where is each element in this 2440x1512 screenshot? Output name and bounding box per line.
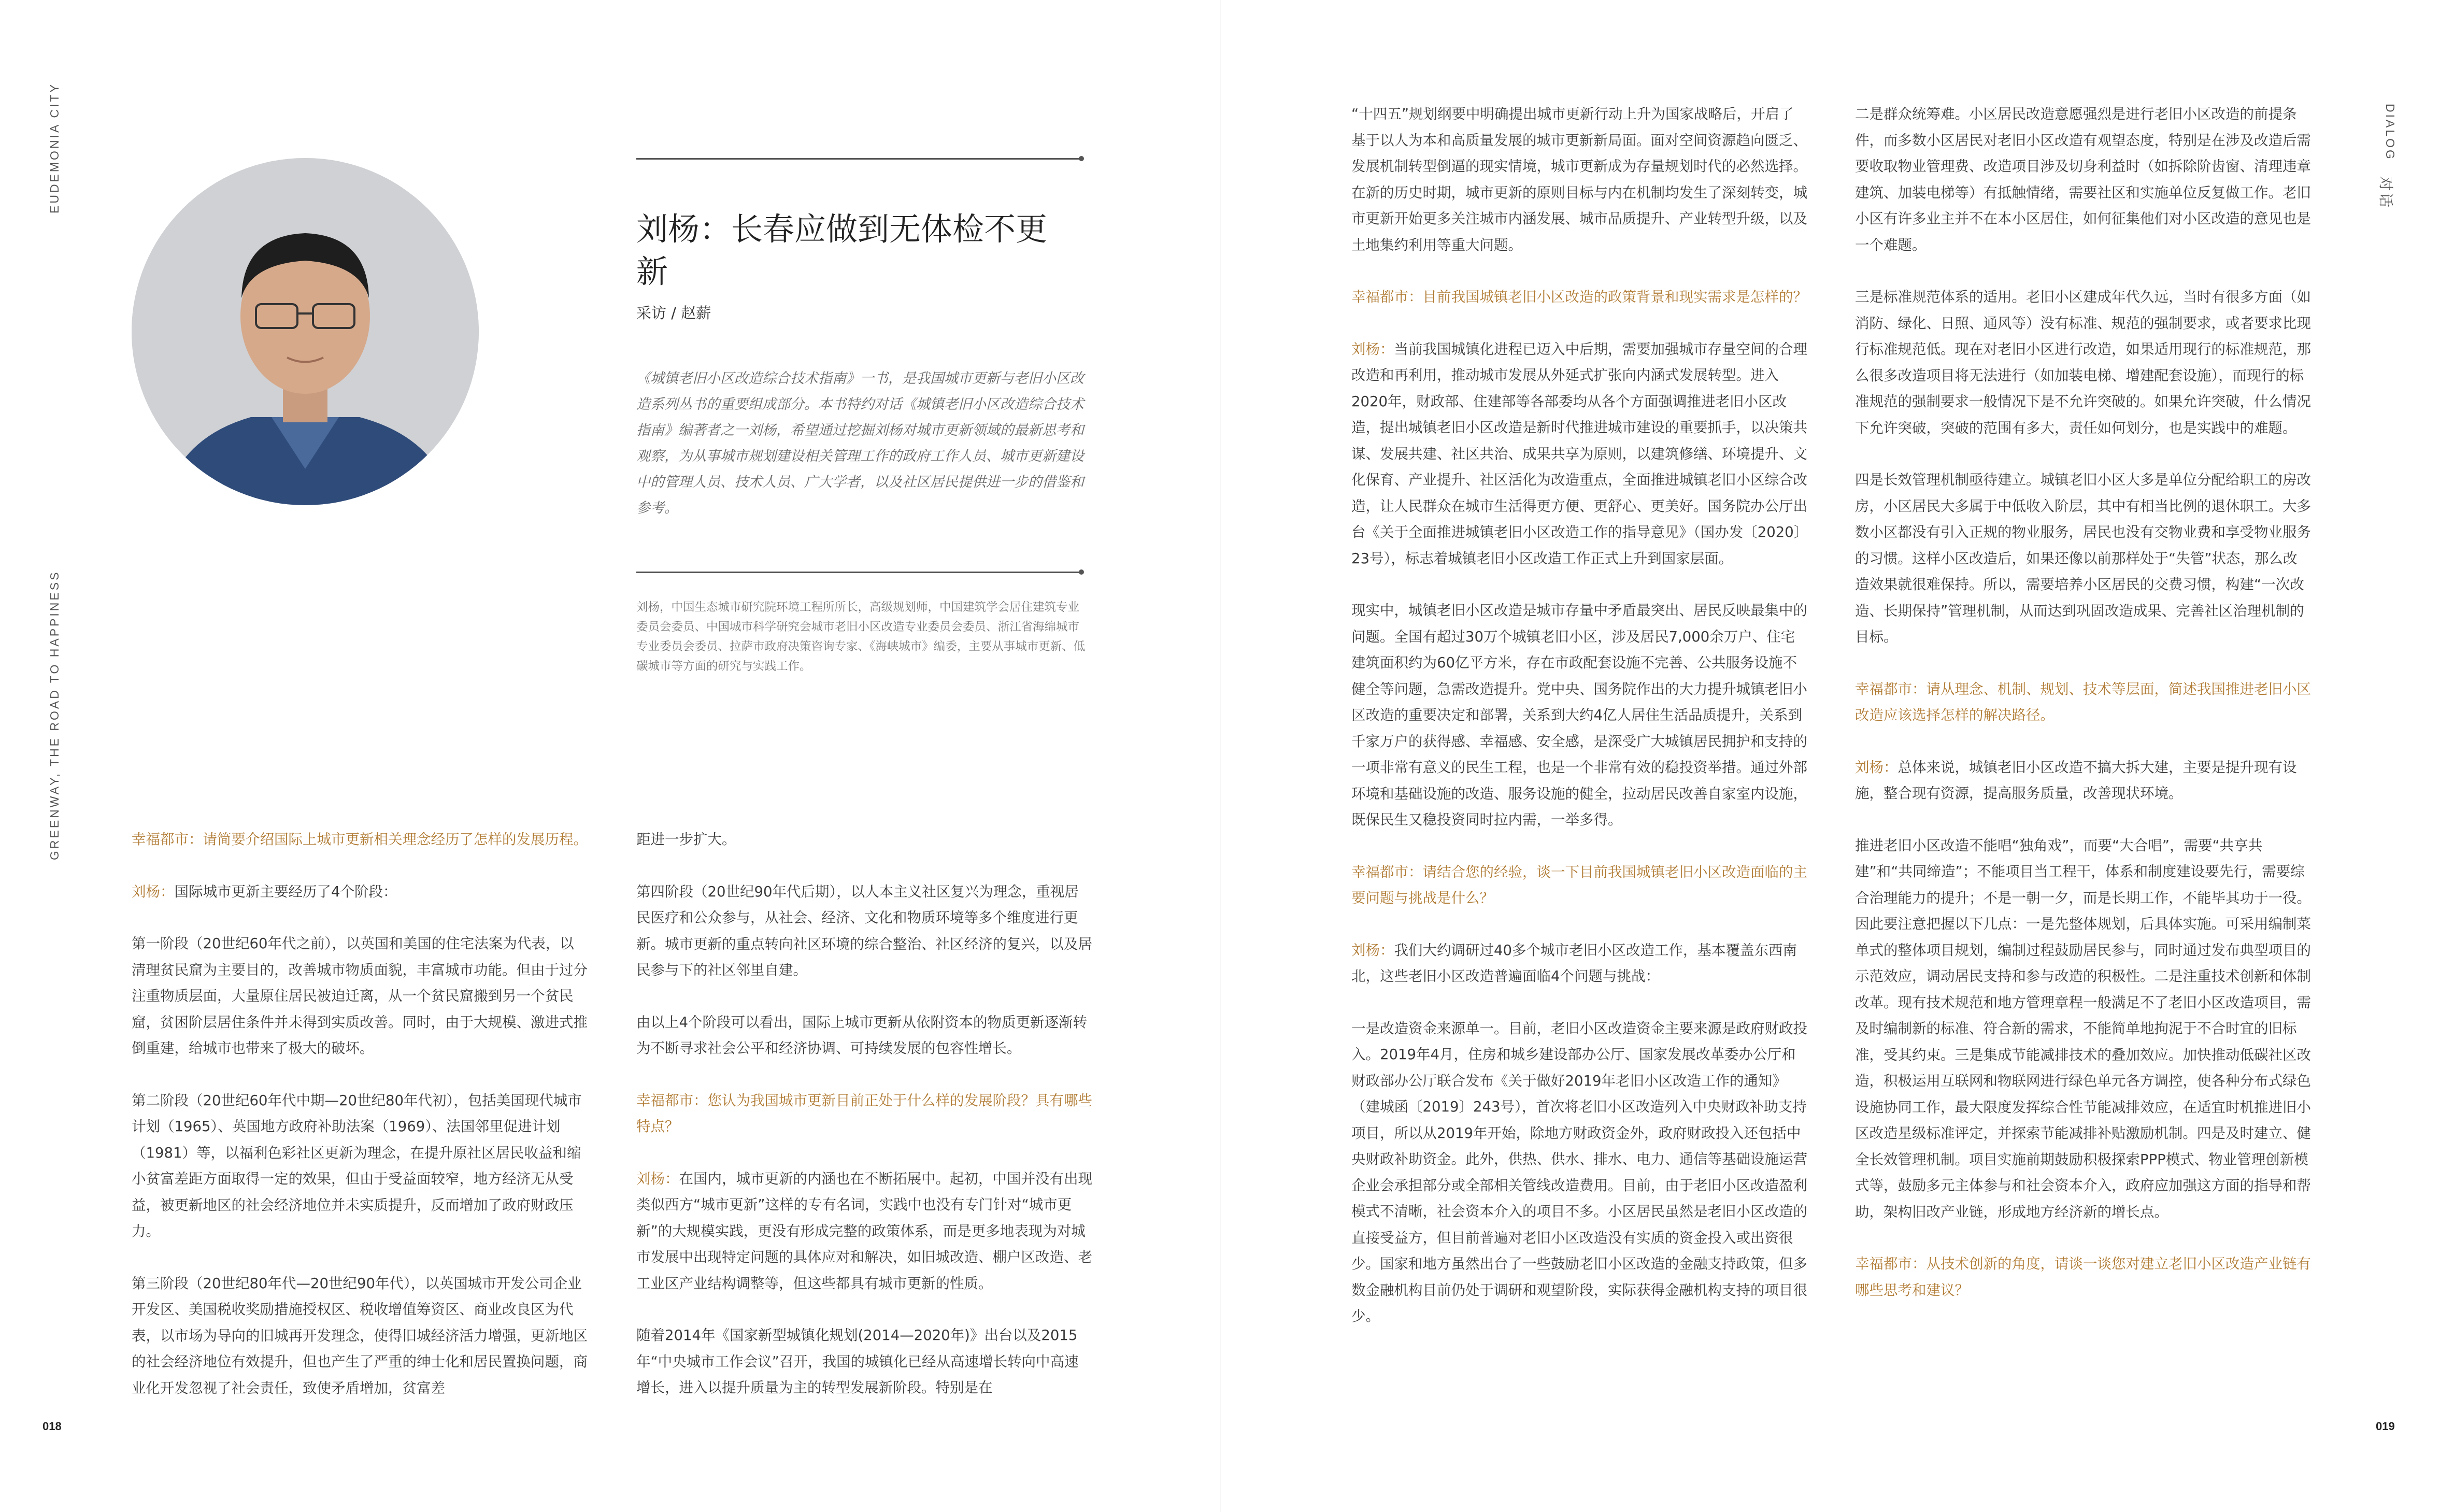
body-paragraph: 由以上4个阶段可以看出，国际上城市更新从依附资本的物质更新逐渐转为不断寻求社会公平和经济协调、可持续发展的包容性增长。 [636, 1014, 1087, 1057]
body-paragraph: 三是标准规范体系的适用。老旧小区建成年代久远，当时有很多方面（如消防、绿化、日照、通风等）没有标准、规范的强制要求，或者要求比现行标准规范低。现在对老旧小区进行改造，如果适用现行的标准规范，那么很多改造项目将无法进行（如加装电梯、增建配套设施），而现行的标准规范的强制要求一般情况下是不允许突破的。如果允许突破，什么情况下允许突破，突破的范围有多大，责任如何划分，也是实践中的难题。 [1855, 289, 2311, 436]
body-column-4 [1855, 101, 2311, 1329]
page-number-left: 018 [42, 1420, 62, 1433]
body-paragraph: 四是长效管理机制亟待建立。城镇老旧小区大多是单位分配给职工的房改房，小区居民大多属于中低收入阶层，其中有相当比例的退休职工。大多数小区都没有引入正规的物业服务，居民也没有交物业费和享受物业服务的习惯。这样小区改造后，如果还像以前那样处于“失管”状态，那么改造效果就很难保持。所以，需要培养小区居民的交费习惯，构建“一次改造、长期保持”管理机制，从而达到巩固改造成果、完善社区治理机制的目标。 [1855, 472, 2311, 645]
body-paragraph: 现实中，城镇老旧小区改造是城市存量中矛盾最突出、居民反映最集中的问题。全国有超过30万个城镇老旧小区，涉及居民7,000余万户、住宅建筑面积约为60亿平方米，存在市政配套设施不完善、公共服务设施不健全等问题，急需改造提升。党中央、国务院作出的大力提升城镇老旧小区改造的重要决定和部署，关系到大约4亿人居住生活品质提升，关系到千家万户的获得感、幸福感、安全感，是深受广大城镇居民拥护和支持的一项非常有意义的民生工程，也是一个非常有效的稳投资举措。通过外部环境和基础设施的改造、服务设施的健全，拉动居民改善自家室内设施，既保民生又稳投资同时拉内需，一举多得。 [1351, 602, 1807, 828]
speaker-label: 刘杨： [1855, 759, 1898, 776]
body-paragraph: “十四五”规划纲要中明确提出城市更新行动上升为国家战略后，开启了基于以人为本和高质量发展的城市更新新局面。面对空间资源趋向匮乏、发展机制转型倒逼的现实情境，城市更新成为存量规划时代的必然选择。在新的历史时期，城市更新的原则目标与内在机制均发生了深刻转变，城市更新开始更多关注城市内涵发展、城市品质提升、产业转型升级，以及土地集约利用等重大问题。 [1351, 106, 1807, 253]
answer-text: 国际城市更新主要经历了4个阶段： [174, 883, 397, 900]
answer-text: 在国内，城市更新的内涵也在不断拓展中。起初，中国并没有出现类似西方“城市更新”这样的专有名词，实践中也没有专门针对“城市更新”的大规模实践，更没有形成完整的政策体系，而是更多地表现为对城市发展中出现特定问题的具体应对和解决，如旧城改造、棚户区改造、老工业区产业结构调整等，但这些都具有城市更新的性质。 [636, 1170, 1092, 1292]
body-column-3 [1351, 101, 1807, 1356]
page-number-right: 019 [2376, 1420, 2395, 1433]
byline: 采访 / 赵薪 [636, 304, 711, 322]
magazine-name: EUDEMONIA CITY [48, 82, 61, 213]
interview-question: 幸福都市：从技术创新的角度，请谈一谈您对建立老旧小区改造产业链有哪些思考和建议？ [1855, 1256, 2311, 1299]
answer-text: 我们大约调研过40多个城市老旧小区改造工作，基本覆盖东西南北，这些老旧小区改造普遍面临4个问题与挑战： [1351, 942, 1797, 985]
body-paragraph: 随着2014年《国家新型城镇化规划(2014—2020年)》出台以及2015年“中央城市工作会议”召开，我国的城镇化已经从高速增长转向中高速增长，进入以提升质量为主的转型发展新阶段。特别是在 [636, 1327, 1079, 1396]
body-paragraph: 第四阶段（20世纪90年代后期），以人本主义社区复兴为理念，重视居民医疗和公众参与，从社会、经济、文化和物质环境等多个维度进行更新。城市更新的重点转向社区环境的综合整治、社区经济的复兴，以及居民参与下的社区邻里自建。 [636, 883, 1092, 978]
article-intro: 《城镇老旧小区改造综合技术指南》一书，是我国城市更新与老旧小区改造系列丛书的重要组成部分。本书特约对话《城镇老旧小区改造综合技术指南》编著者之一刘杨，希望通过挖掘刘杨对城市更新领域的最新思考和观察，为从事城市规划建设相关管理工作的政府工作人员、城市更新建设中的管理人员、技术人员、广大学者，以及社区居民提供进一步的借鉴和参考。 [636, 370, 1084, 516]
interview-answer [1855, 754, 2311, 807]
interview-answer [132, 879, 588, 905]
answer-text: 当前我国城镇化进程已迈入中后期，需要加强城市存量空间的合理改造和再利用，推动城市发展从外延式扩张向内涵式发展转型。进入2020年，财政部、住建部等各部委均从各个方面强调推进老旧小区改造，提出城镇老旧小区改造是新时代推进城市建设的重要抓手，以决策共谋、发展共建、社区共治、成果共享为原则，以建筑修缮、环境提升、文化保育、产业提升、社区活化为改造重点，全面推进城镇老旧小区综合改造，让人民群众在城市生活得更方便、更舒心、更美好。国务院办公厅出台《关于全面推进城镇老旧小区改造工作的指导意见》（国办发〔2020〕23号），标志着城镇老旧小区改造工作正式上升到国家层面。 [1351, 340, 1807, 567]
portrait-photo [132, 158, 479, 505]
spread-gutter [1220, 0, 1221, 1512]
interview-question: 幸福都市：请从理念、机制、规划、技术等层面，简述我国推进老旧小区改造应该选择怎样的解决路径。 [1855, 680, 2311, 723]
article-title: 刘杨：长春应做到无体检不更新 [636, 211, 1048, 290]
author-bio: 刘杨，中国生态城市研究院环境工程所所长，高级规划师，中国建筑学会居住建筑专业委员会委员、中国城市科学研究会城市老旧小区改造专业委员会委员、浙江省海绵城市专业委员会委员、拉萨市政府决策咨询专家、《海峡城市》编委，主要从事城市更新、低碳城市等方面的研究与实践工作。 [636, 601, 1086, 673]
body-paragraph: 第三阶段（20世纪80年代—20世纪90年代），以英国城市开发公司企业开发区、美国税收奖励措施授权区、税收增值筹资区、商业改良区为代表，以市场为导向的旧城再开发理念，使得旧城经济活力增强，更新地区的社会经济地位有效提升，但也产生了严重的绅士化和居民置换问题，商业化开发忽视了社会责任，致使矛盾增加，贫富差 [132, 1275, 588, 1396]
speaker-label: 刘杨： [636, 1170, 679, 1187]
speaker-label: 刘杨： [1351, 340, 1394, 358]
interview-answer [1351, 336, 1807, 572]
speaker-label: 刘杨： [132, 883, 175, 900]
body-paragraph: 一是改造资金来源单一。目前，老旧小区改造资金主要来源是政府财政投入。2019年4月，住房和城乡建设部办公厅、国家发展改革委办公厅和财政部办公厅联合发布《关于做好2019年老旧小区改造工作的通知》（建城函〔2019〕243号），首次将老旧小区改造列入中央财政补助支持项目，所以从2019年开始，除地方财政资金外，政府财政投入还包括中央财政补助资金。此外，供热、供水、排水、电力、通信等基础设施运营企业会承担部分或全部相关管线改造费用。目前，由于老旧小区改造盈利模式不清晰，社会资本介入的项目不多。小区居民虽然是老旧小区改造的直接受益方，但目前普遍对老旧小区改造没有实质的资金投入或出资很少。国家和地方虽然出台了一些鼓励老旧小区改造的金融支持政策，但多数金融机构目前仍处于调研和观望阶段，实际获得金融机构支持的项目很少。 [1351, 1020, 1807, 1324]
body-paragraph: 距进一步扩大。 [636, 831, 736, 848]
interview-question: 幸福都市：目前我国城镇老旧小区改造的政策背景和现实需求是怎样的？ [1351, 289, 1807, 305]
interview-question: 幸福都市：您认为我国城市更新目前正处于什么样的发展阶段？具有哪些特点？ [636, 1092, 1092, 1135]
title-rule-top [636, 158, 1083, 160]
section-label-en: DIALOG [2384, 104, 2397, 161]
speaker-label: 刘杨： [1351, 942, 1394, 959]
body-column-1 [132, 826, 588, 1427]
interview-question: 幸福都市：请结合您的经验，谈一下目前我国城镇老旧小区改造面临的主要问题与挑战是什么？ [1351, 863, 1807, 906]
body-paragraph: 第一阶段（20世纪60年代之前），以英国和美国的住宅法案为代表，以清理贫民窟为主要目的，改善城市物质面貌，丰富城市功能。但由于过分注重物质层面，大量原住居民被迫迁离，从一个贫民窟搬到另一个贫民窟，贫困阶层居住条件并未得到实质改善。同时，由于大规模、激进式推倒重建，给城市也带来了极大的破坏。 [132, 935, 588, 1057]
person-portrait-image [132, 158, 479, 505]
body-paragraph: 推进老旧小区改造不能唱“独角戏”，而要“大合唱”，需要“共享共建”和“共同缔造”；不能项目当工程干，体系和制度建设要先行，需要综合治理能力的提升；不是一朝一夕，而是长期工作，不能毕其功于一役。因此要注意把握以下几点：一是先整体规划，后具体实施。可采用编制菜单式的整体项目规划，编制过程鼓励居民参与，同时通过发布典型项目的示范效应，调动居民支持和参与改造的积极性。二是注重技术创新和体制改革。现有技术规范和地方管理章程一般满足不了老旧小区改造项目，需及时编制新的标准、符合新的需求，不能简单地拘泥于不合时宜的旧标准，受其约束。三是集成节能减排技术的叠加效应。加快推动低碳社区改造，积极运用互联网和物联网进行绿色单元各方调控，使各种分布式绿色设施协同工作，最大限度发挥综合性节能减排效应，在适宜时机推进旧小区改造星级标准评定，并探索节能减排补贴激励机制。四是及时建立、健全长效管理机制。项目实施前期鼓励积极探索PPP模式、物业管理创新模式等，鼓励多元主体参与和社会资本介入，政府应加强这方面的指导和帮助，架构旧改产业链，形成地方经济新的增长点。 [1855, 837, 2311, 1220]
title-rule-bottom [636, 572, 1083, 573]
magazine-slogan: GREENWAY, THE ROAD TO HAPPINESS [48, 570, 61, 860]
body-paragraph: 二是群众统筹难。小区居民改造意愿强烈是进行老旧小区改造的前提条件，而多数小区居民对老旧小区改造有观望态度，特别是在涉及改造后需要收取物业管理费、改造项目涉及切身利益时（如拆除阶齿窗、清理违章建筑、加装电梯等）有抵触情绪，需要社区和实施单位反复做工作。老旧小区有许多业主并不在本小区居住，如何征集他们对小区改造的意见也是一个难题。 [1855, 106, 2311, 253]
answer-text: 总体来说，城镇老旧小区改造不搞大拆大建，主要是提升现有设施，整合现有资源，提高服务质量，改善现状环境。 [1855, 759, 2297, 802]
section-label-cn: 对话 [2378, 176, 2394, 210]
interview-answer [636, 1166, 1092, 1297]
body-paragraph: 第二阶段（20世纪60年代中期—20世纪80年代初），包括美国现代城市计划（1965）、英国地方政府补助法案（1969）、法国邻里促进计划（1981）等，以福利色彩社区更新为理念，在提升原社区居民收益和缩小贫富差距方面取得一定的效果，但由于受益面较窄，地方经济无从受益，被更新地区的社会经济地位并未实质提升，反而增加了政府财政压力。 [132, 1092, 582, 1239]
interview-answer [1351, 937, 1807, 990]
interview-question: 幸福都市：请简要介绍国际上城市更新相关理念经历了怎样的发展历程。 [132, 831, 588, 848]
body-column-2 [636, 826, 1092, 1427]
